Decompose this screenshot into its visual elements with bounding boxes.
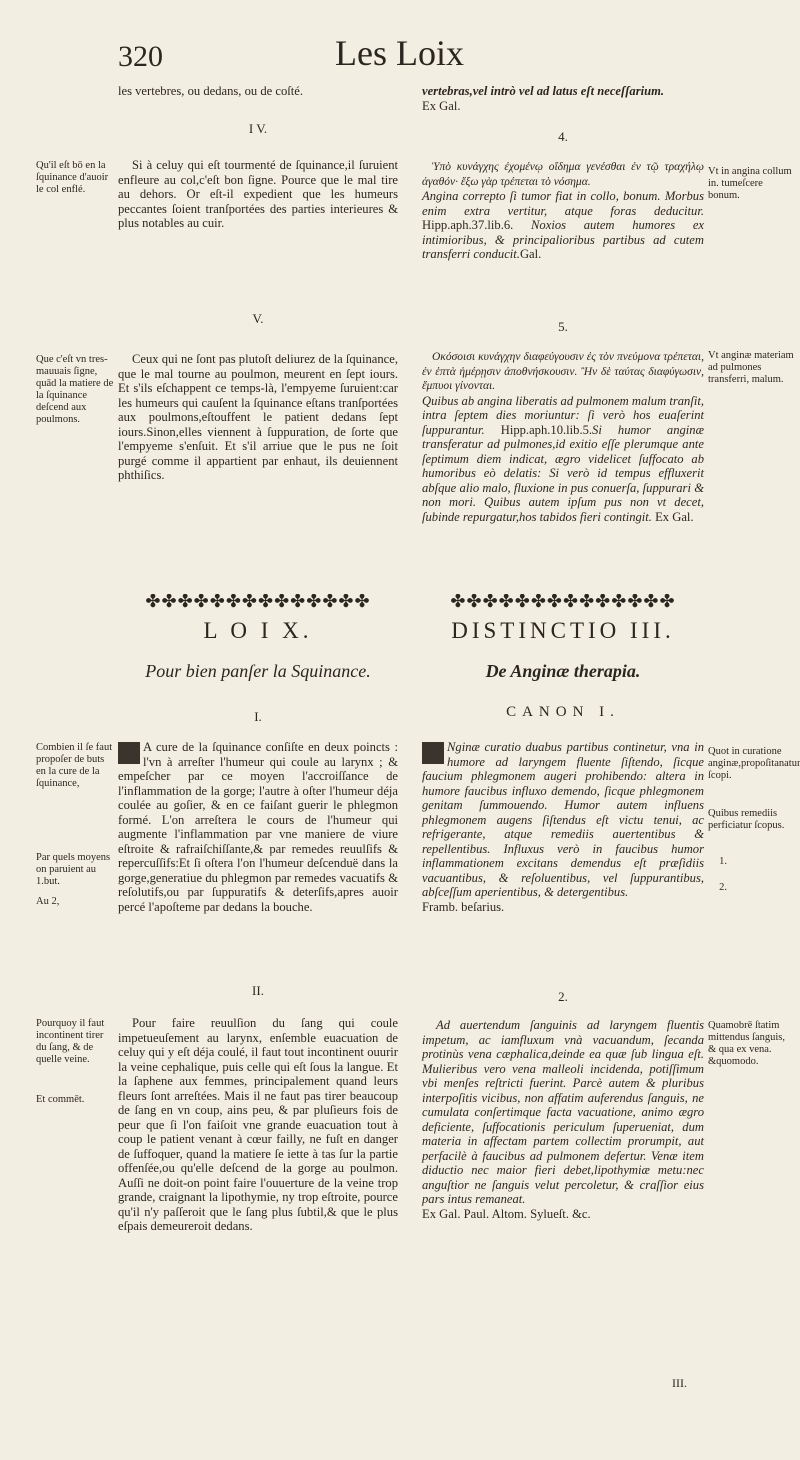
la-section-2-text: [422, 1018, 704, 1221]
fr-margin-note-i-2: Par quels moyens on paruient au 1.but.: [36, 852, 111, 887]
la-section-i-text: [422, 740, 704, 914]
fr-section-ii-text: [118, 1016, 398, 1234]
la-margin-note-i-4: 2.: [719, 882, 727, 893]
fr-top-line: les vertebres, ou dedans, ou de coſté.: [118, 84, 303, 98]
fr-section-ii-number: II.: [252, 983, 264, 998]
la-paragraph: Angina correpto ſi tumor fiat in collo, bonum. Morbus enim extra vertitur, atque foras deducitur.: [422, 189, 704, 218]
la-section-4-number: 4.: [558, 129, 568, 144]
fr-section-v-number: V.: [252, 311, 264, 326]
fr-paragraph: Ceux qui ne ſont pas plutoſt deliurez de la ſquinance, que le mal tourne au poulmon, meurent en ſept iours. Et s'ils eſchappent ce temps-là, l'empyeme ſuruient:car les humeurs qui cauſent la ſquinance eſtans tranſportées aux poulmons,eſtouffent le patient dedans ſept iours.Sinon,elles viennent à ſuppuration, de ſorte que l'empyeme s'enſuit. Et s'il arriue que le pus ne ſoit purgé comme il appartient par enhaut, ils deuiennent phthiſics.: [118, 352, 398, 482]
la-margin-note-i-3: 1.: [719, 856, 727, 867]
la-reference-2: Gal.: [519, 247, 542, 261]
fr-paragraph: Si à celuy qui eſt tourmenté de ſquinance,il ſuruient enfleure au col,c'eſt bon ſigne. Pource que le mal tire au dehors. Or eſt-il expedient que les humeurs peccantes ſoient tranſportées des parties interieures & plus notables au cuir.: [118, 158, 398, 230]
fr-chapter-subtitle: Pour bien panſer la Squinance.: [145, 661, 371, 681]
la-reference: Ex Gal. Paul. Altom. Sylueſt. &c.: [422, 1206, 591, 1221]
fr-margin-note-i-3: Au 2,: [36, 896, 60, 907]
running-head: Les Loix: [335, 33, 464, 73]
la-paragraph-2: Si humor anginæ transferatur ad pulmones,id exitio eſſe plerumque ante ſeptimum diem indicat, ægro videlicet ſuffocato ab humoribus eò delatis: Si verò id tempus effluxerit abſque alio malo, fluxione in pus conuerſa, ſuppurari & non mori. Quibus autem ipſum pus non vt decet, ſubinde repurgatur,hos tabidos fieri contingit.: [422, 422, 704, 524]
la-section-5-text: [422, 350, 704, 524]
fr-section-v-text: [118, 352, 398, 483]
la-section-2-number: 2.: [558, 989, 568, 1004]
la-margin-note-5: Vt anginæ materiam ad pulmones transferri, malum.: [708, 350, 794, 385]
la-margin-note-4: Vt in angina collum in. tumeſcere bonum.: [708, 166, 792, 201]
ornament-band-left: ✤✤✤✤✤✤✤✤✤✤✤✤✤✤: [145, 594, 371, 609]
fr-section-iv-number: I V.: [248, 121, 268, 136]
fr-margin-note-i-1: Combien il ſe faut propoſer de buts en la cure de la ſquinance,: [36, 742, 113, 789]
la-paragraph-2: Noxios autem humores ex intimioribus, & principalioribus partibus ad cutem transferri conducit.: [422, 218, 705, 261]
ornament-band-right: ✤✤✤✤✤✤✤✤✤✤✤✤✤✤: [450, 594, 676, 609]
fr-margin-note-ii-1: Pourquoy il faut incontinent tirer du ſang, & de quelle veine.: [36, 1018, 105, 1065]
la-paragraph: Quibus ab angina liberatis ad pulmonem malum tranſit, intra ſeptem dies moriuntur: ſi verò hos euaſerint ſuppurantur.: [422, 393, 704, 437]
la-chapter-subtitle: De Anginæ therapia.: [485, 661, 641, 681]
fr-margin-note-v: Que c'eſt vn tres-mauuais ſigne, quād la matiere de la ſquinance deſcend aux poulmons.: [36, 354, 114, 425]
catchword: III.: [672, 1376, 687, 1390]
la-reference-2: Ex Gal.: [655, 509, 694, 524]
fr-paragraph: Pour faire reuulſion du ſang qui coule impetueuſement au larynx, enſemble euacuation de celuy qui y eſt déja coulé, il faut tout incontinent ouurir la veine cephalique, puis celle qui eſt ſous la langue. Et la ſaphene aux femmes, principalement quand leurs fleurs ſont arreſtées. Mais il ne faut pas tirer beaucoup de ſang en vn coup, ains peu, & par pluſieurs fois de peur que ſi l'on faiſoit vne grande euacuation tout à coup le patient venant à cœur failly, ne fuſt en danger de ſuffoquer, quand la matiere ſe iette à tas ſur la partie offenſée,ou qu'elle deſcend de la gorge au poulmon. Auſſi ne doit-on point faire l'ouuerture de la veine trop grande, craignant la lipothymie, ny trop eſtroite, pource qu'il n'y paſſeroit que le ſang plus ſubtil,& que le plus eſpais demeureroit dedans.: [118, 1016, 398, 1233]
ornamental-initial: [118, 742, 140, 764]
la-reference: Framb. beſarius.: [422, 899, 505, 914]
greek-aphorism: Οκόσοισι κυνάγχην διαφεύγουσιν ἐς τὸν πνεύμονα τρέπεται, ἐν ἑπτὰ ἡμέρῃσιν ἀποθνήσκουσιν. Ἢν δὲ ταύτας διαφύγωσιν, ἔμπυοι γίνονται.: [422, 351, 704, 392]
la-paragraph: Nginæ curatio duabus partibus continetur, vna in humore ad laryngem fluente ſiſtendo, ſicque faucium phlegmonem augeri prohibendo: altera in humore faucibus influxo demendo, ſicque phlegmonem genitam ſummouendo. Humor autem influens phlegmonem augens ſiſtendus eſt victu tenui, ac refrigerante, atque remediis auertentibus & repellentibus. Influxus verò in faucibus humor inflammationem excitans demendus eſt præſidiis vacuantibus, & reſoluentibus, vel ſuppurantibus, abſceſſum aperientibus, & detergentibus.: [422, 740, 704, 899]
la-continuation: [422, 84, 704, 113]
fr-margin-note-iv: Qu'il eſt bō en la ſquinance d'auoir le col enflé.: [36, 160, 109, 195]
fr-chapter-title: L O I X.: [203, 618, 313, 643]
fr-section-i-number: I.: [254, 709, 262, 724]
la-canon-heading: CANON I.: [506, 704, 620, 720]
la-section-5-number: 5.: [558, 319, 568, 334]
la-margin-note-2: Quamobrē ſtatim mittendus ſanguis, & qua ex vena. &quomodo.: [708, 1020, 785, 1067]
ornamental-initial: [422, 742, 444, 764]
greek-aphorism: Ὑπὸ κυνάγχης ἐχομένῳ οἴδημα γενέσθαι ἐν τῷ τραχήλῳ ἀγαθόν· ἔξω γὰρ τρέπεται τὸ νόσημα.: [422, 161, 704, 188]
la-chapter-title: DISTINCTIO III.: [451, 618, 675, 643]
fr-margin-note-ii-2: Et commēt.: [36, 1094, 85, 1105]
la-paragraph: Ad auertendum ſanguinis ad laryngem fluentis impetum, ac iamfluxum vnà vacuandum, ſecanda protinùs vena cæphalica,deinde ea quæ ſub lingua eſt. Mulieribus vero vena malleoli incidenda, potiſſimum vbi menſes reſtricti fuerint. Parcè autem & pluribus interpoſitis vicibus, non affatim auferendus ſanguis, ne cumulata conſertimque facta vacuatione, animo ægro deficiente, ſuffocationis periculum ſuperueniat, dum materia in affectam partem collectim prorumpit, aut perfacilè à faucibus ad pulmonem defertur. Venæ item diductio nec maior fieri debet,lipothymiæ metu:nec anguſtior ne ſanguis velut percoletur, & craſſior eius pars intus remaneat.: [422, 1018, 704, 1206]
la-top-line: vertebras,vel intrò vel ad latus eſt neceſſarium.: [422, 84, 665, 98]
page-number: 320: [118, 40, 163, 73]
la-margin-note-i-1: Quot in curatione anginæ,propoſitanatur ſcopi.: [708, 746, 800, 781]
fr-section-i-text: [118, 740, 398, 914]
la-top-ref: Ex Gal.: [422, 98, 461, 113]
fr-section-iv-text: [118, 158, 398, 231]
fr-paragraph: A cure de la ſquinance conſiſte en deux poincts : l'vn à arreſter l'humeur qui coule au larynx ; & empeſcher par ce moyen l'accroiſſance de l'inflammation de la gorge; l'autre à oſter l'humeur déja coulée au goſier, & en ce faiſant guerir le phlegmon formé. L'on arreſtera le cours de l'humeur qui augmente l'inflammation par vne maniere de viure eſtroite & rafraiſchiſſante,& par remedes reuulſifs & repercuſſifs:Et ſi oſtera l'on l'humeur deſcenduë dans la gorge,generatiue du phlegmon par remedes vacuatifs & reſolutifs,ou par ſuppuratifs & deterſifs,apres auoir percé l'apoſteme par dedans la bouche.: [118, 740, 398, 914]
fr-continuation: [118, 84, 398, 99]
la-reference: Hipp.aph.10.lib.5.: [500, 422, 593, 437]
la-margin-note-i-2: Quibus remediis perficiatur ſcopus.: [708, 808, 785, 831]
la-section-4-text: [422, 160, 704, 262]
la-reference: Hipp.aph.37.lib.6.: [422, 218, 514, 232]
